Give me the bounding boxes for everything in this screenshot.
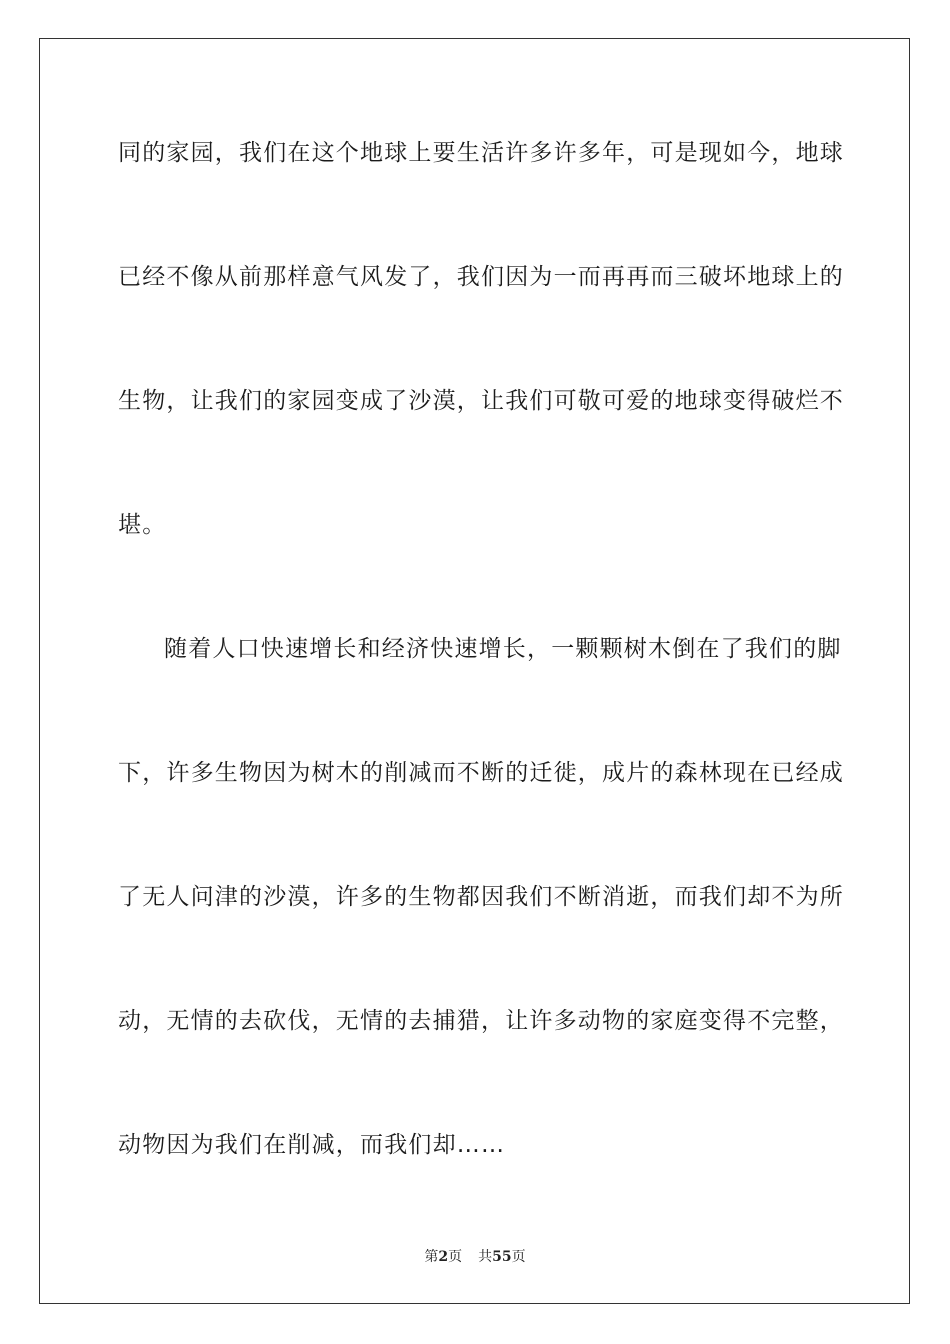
text-line-8: 动，无情的去砍伐，无情的去捕猎，让许多动物的家庭变得不完整， [118, 1008, 844, 1034]
text-line-1: 同的家园，我们在这个地球上要生活许多许多年，可是现如今，地球 [118, 140, 844, 166]
total-suffix: 页 [511, 1249, 526, 1265]
text-line-5-indented: 随着人口快速增长和经济快速增长，一颗颗树木倒在了我们的脚 [164, 636, 842, 662]
text-line-9: 动物因为我们在削减，而我们却…… [118, 1132, 506, 1158]
page-number: 2 [438, 1249, 449, 1265]
total-pages: 55 [492, 1249, 512, 1265]
text-line-6: 下，许多生物因为树木的削减而不断的迁徙，成片的森林现在已经成 [118, 760, 844, 786]
text-line-3: 生物，让我们的家园变成了沙漠，让我们可敬可爱的地球变得破烂不 [118, 388, 844, 414]
text-line-7: 了无人问津的沙漠，许多的生物都因我们不断消逝，而我们却不为所 [118, 884, 844, 910]
page-border [39, 38, 910, 1304]
page-footer [0, 1248, 950, 1266]
text-line-4: 堪。 [118, 512, 167, 538]
page-suffix: 页 [448, 1249, 463, 1265]
page-prefix: 第 [424, 1249, 439, 1265]
text-line-2: 已经不像从前那样意气风发了，我们因为一而再再而三破坏地球上的 [118, 264, 844, 290]
total-prefix: 共 [478, 1249, 493, 1265]
